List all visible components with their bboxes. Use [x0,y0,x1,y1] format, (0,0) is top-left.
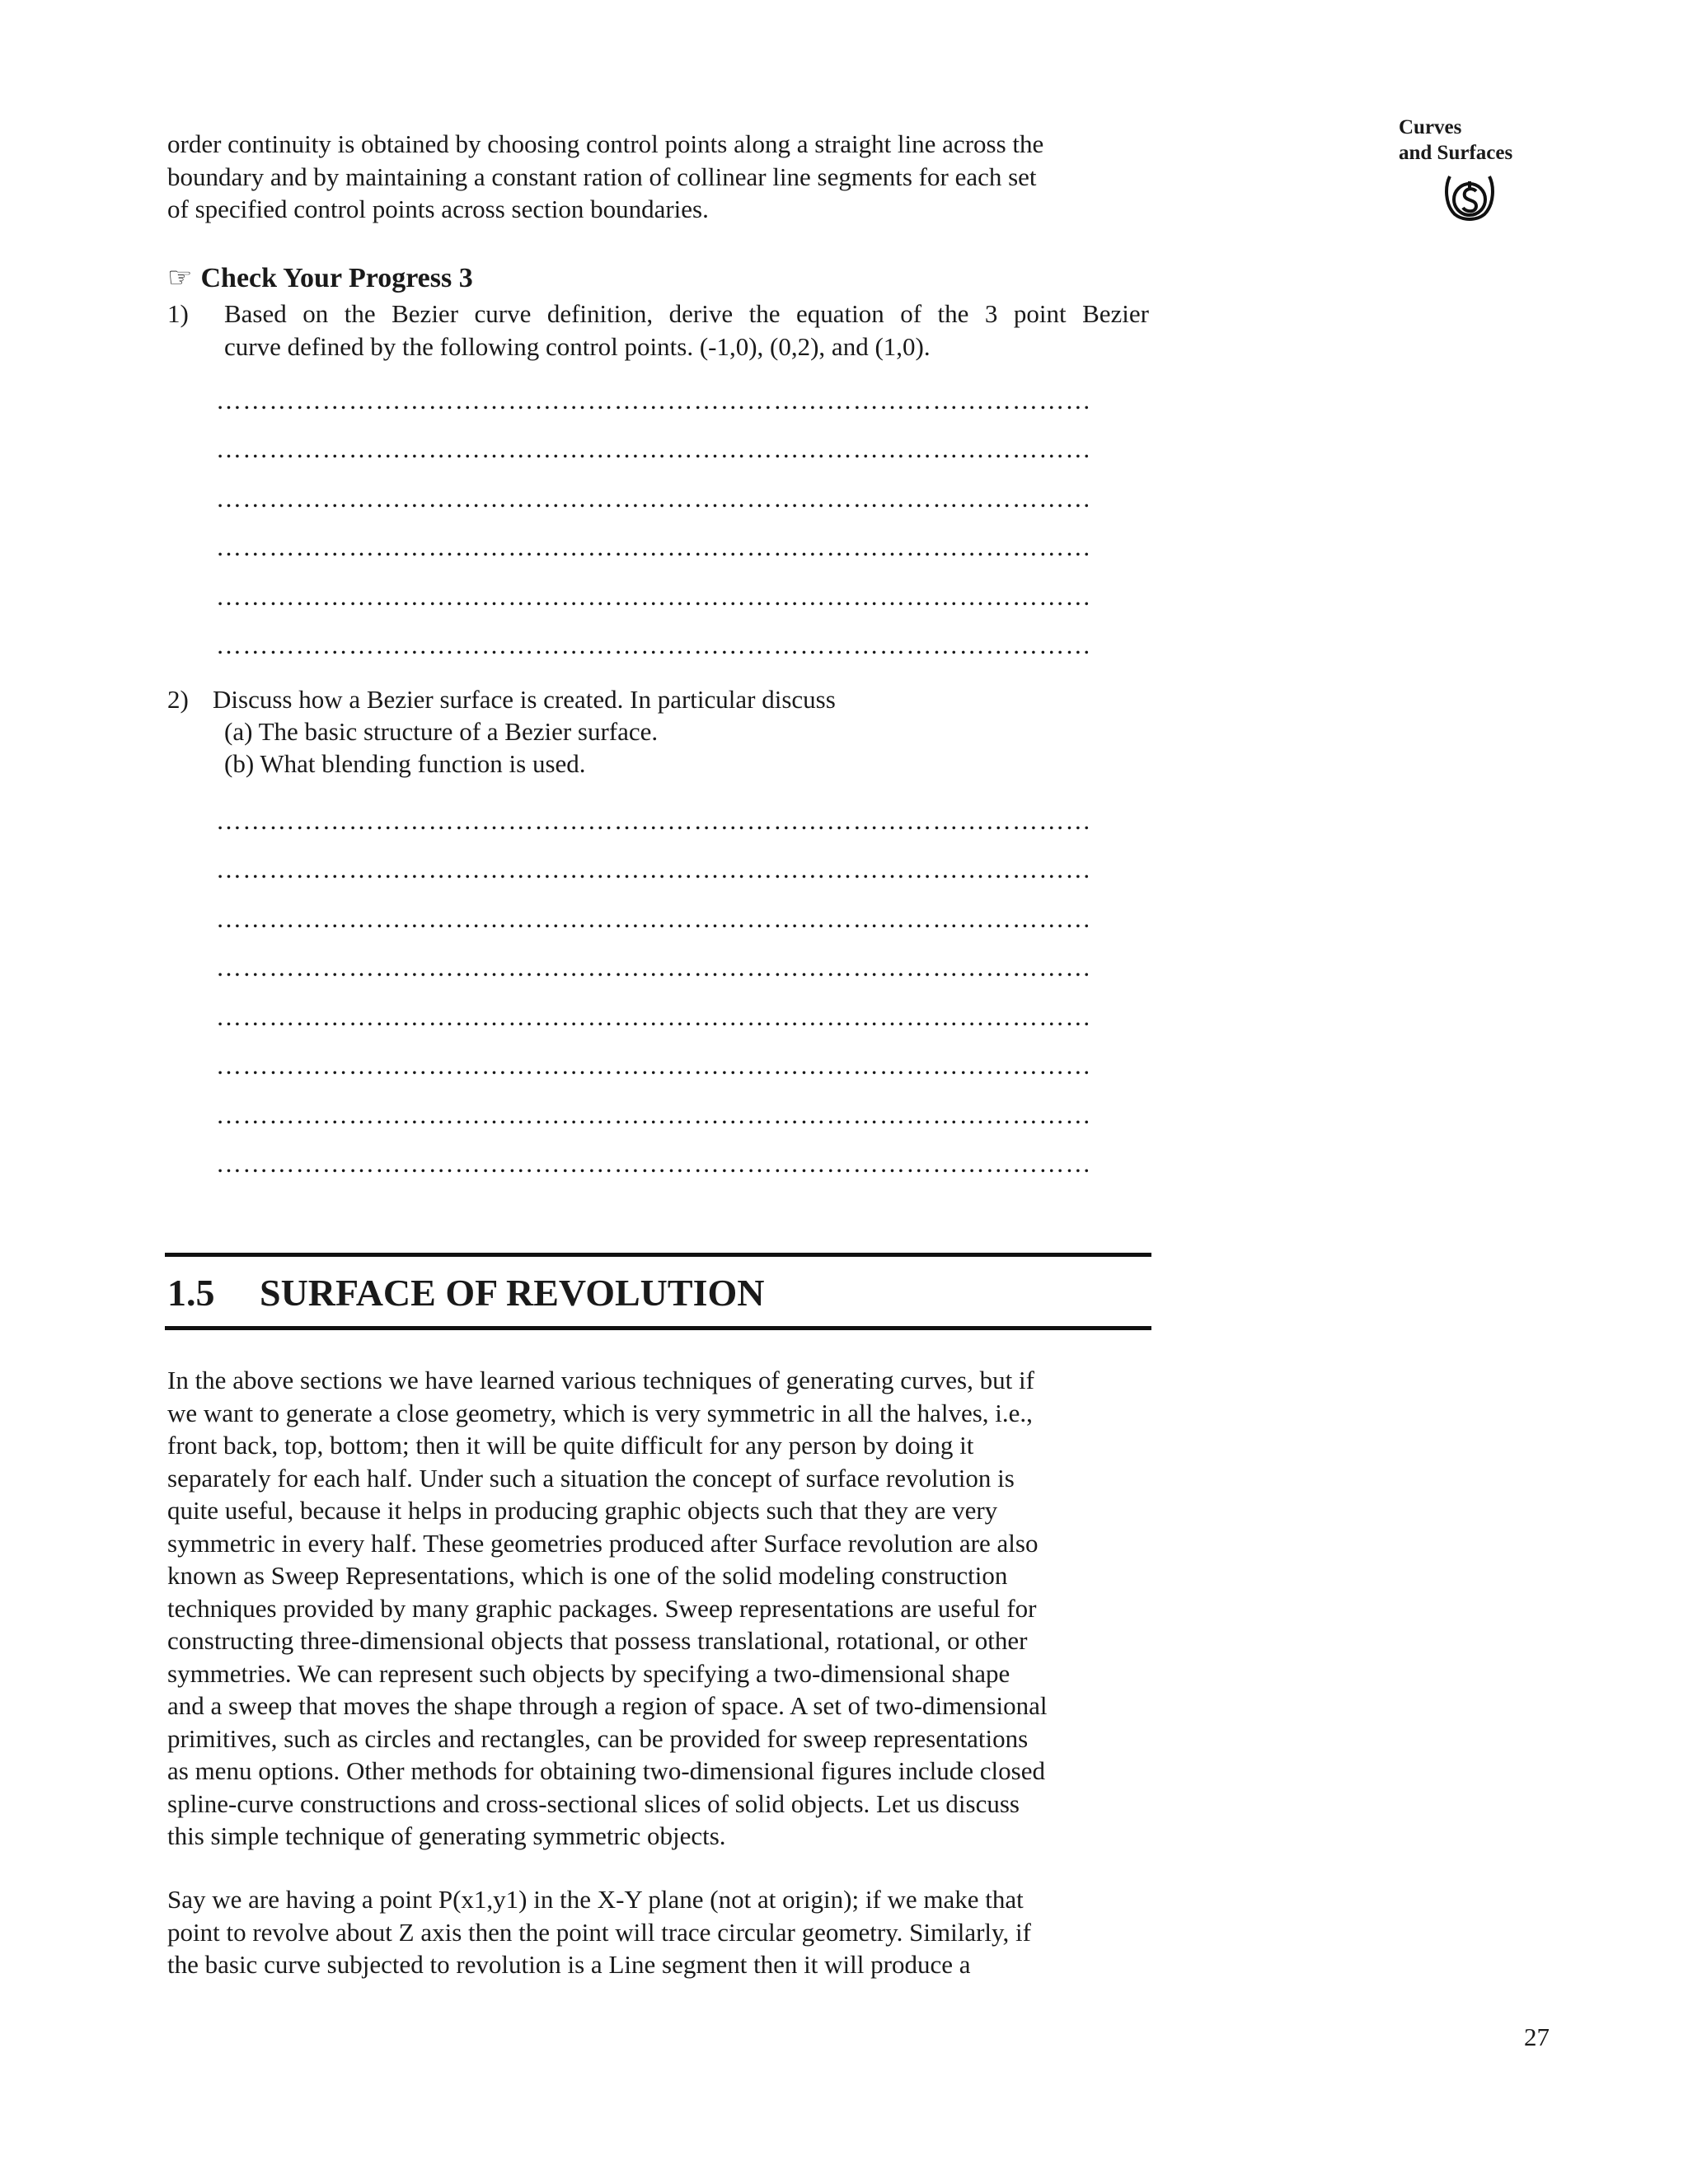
text-line: front back, top, bottom; then it will be quite difficult for any person by doing it [167,1431,974,1460]
question-2-part-a: (a) The basic structure of a Bezier surface. [224,717,659,746]
answer-line: ……………………………………………………………………………………… [216,434,1092,463]
text-line: the basic curve subjected to revolution is a Line segment then it will produce a [167,1950,971,1979]
text-line: primitives, such as circles and rectangles, can be provided for sweep representations [167,1723,1029,1753]
section-rule-top [165,1253,1151,1257]
answer-line: ……………………………………………………………………………………… [216,484,1092,513]
text-line: In the above sections we have learned various techniques of generating curves, but if [167,1366,1034,1394]
pointing-hand-icon: ☞ [167,263,193,293]
answer-line: ……………………………………………………………………………………… [216,1149,1092,1178]
answer-line: ……………………………………………………………………………………… [216,1051,1092,1080]
text-line: known as Sweep Representations, which is one of the solid modeling construction [167,1561,1008,1590]
answer-line: ……………………………………………………………………………………… [216,386,1092,415]
section-heading [167,1269,764,1317]
question-1-text [224,298,1149,363]
answer-line: ……………………………………………………………………………………… [216,855,1092,883]
check-progress-title: Check Your Progress 3 [200,263,473,293]
question-line: curve defined by the following control points. (-1,0), (0,2), and (1,0). [224,331,931,361]
text-line: spline-curve constructions and cross-sectional slices of solid objects. Let us discuss [167,1788,1020,1818]
section-number: 1.5 [167,1272,215,1314]
text-line: we want to generate a close geometry, which is very symmetric in all the halves, i.e., [167,1398,1033,1427]
running-header [1399,115,1564,166]
question-line: Based on the Bezier curve definition, derive the equation of the 3 point Bezier [224,299,1149,328]
answer-line: ……………………………………………………………………………………… [216,1100,1092,1129]
running-header-line2: and Surfaces [1399,142,1513,164]
answer-line: ……………………………………………………………………………………… [216,582,1092,611]
text-line: symmetric in every half. These geometries produced after Surface revolution are also [167,1528,1039,1558]
question-2-number: 2) [167,685,189,714]
text-line: point to revolve about Z axis then the point will trace circular geometry. Similarly, if [167,1917,1031,1947]
answer-line: ……………………………………………………………………………………… [216,904,1092,933]
text-line: quite useful, because it helps in producing graphic objects such that they are very [167,1496,998,1525]
text-line: of specified control points across section boundaries. [167,194,709,223]
answer-line: ……………………………………………………………………………………… [216,806,1092,835]
section-rule-bottom [165,1326,1151,1330]
intro-paragraph [167,128,1156,226]
answer-line: ……………………………………………………………………………………… [216,953,1092,982]
answer-line: ……………………………………………………………………………………… [216,532,1092,561]
question-1-number: 1) [167,299,189,328]
check-progress-heading [167,262,473,295]
question-2-text: Discuss how a Bezier surface is created. In particular discuss [213,685,836,714]
section-title: SURFACE OF REVOLUTION [260,1272,765,1314]
running-header-line1: Curves [1399,116,1462,138]
body-paragraph-1 [167,1364,1156,1853]
body-paragraph-2 [167,1883,1156,1981]
page-number: 27 [1524,2022,1550,2051]
answer-line: ……………………………………………………………………………………… [216,1002,1092,1031]
university-emblem-icon [1443,171,1496,223]
text-line: symmetries. We can represent such objects by specifying a two-dimensional shape [167,1658,1010,1688]
question-2-part-b: (b) What blending function is used. [224,749,586,778]
text-line: Say we are having a point P(x1,y1) in the X-Y plane (not at origin); if we make that [167,1885,1024,1914]
text-line: separately for each half. Under such a situation the concept of surface revolution is [167,1463,1015,1493]
text-line: and a sweep that moves the shape through a region of space. A set of two-dimensional [167,1691,1048,1720]
answer-line: ……………………………………………………………………………………… [216,630,1092,659]
text-line: this simple technique of generating symmetric objects. [167,1821,726,1850]
text-line: techniques provided by many graphic packages. Sweep representations are useful for [167,1593,1037,1623]
text-line: constructing three-dimensional objects that possess translational, rotational, or other [167,1626,1028,1655]
text-line: as menu options. Other methods for obtaining two-dimensional figures include closed [167,1756,1045,1785]
text-line: order continuity is obtained by choosing control points along a straight line across the [167,129,1044,158]
text-line: boundary and by maintaining a constant ration of collinear line segments for each set [167,162,1037,191]
